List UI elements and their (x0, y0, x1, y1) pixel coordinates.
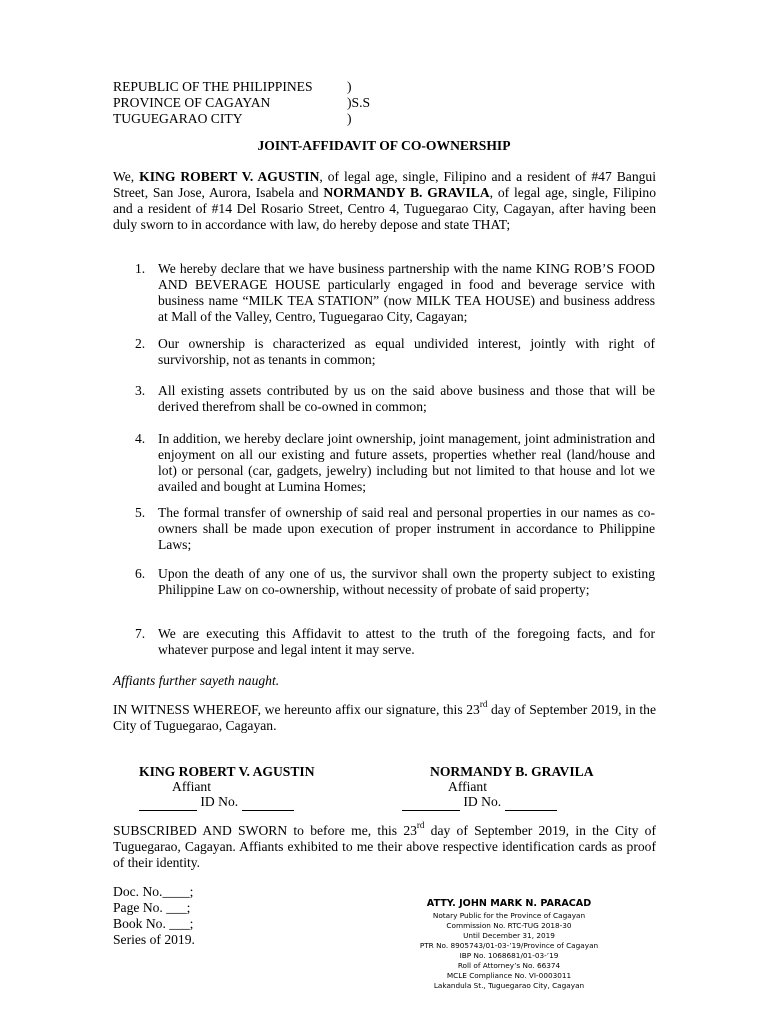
intro-text-3: , of legal age, single, Filipino and a resident of #14 Del Rosario Street, Centro 4, Tuguegarao City, Cagayan, after having been duly sworn to in accordance with law, do hereby depose and state THAT; (113, 185, 656, 232)
item-text: Upon the death of any one of us, the survivor shall own the property subject to existing Philippine Law on co-ownership, without necessity of probate of said property; (158, 566, 655, 597)
caption-republic: REPUBLIC OF THE PHILIPPINES (113, 79, 313, 94)
caption-city: TUGUEGARAO CITY (113, 111, 243, 126)
id-label: ID No. (200, 794, 239, 809)
item-number: 1. (135, 261, 146, 276)
notary-detail: IBP No. 1068681/01-03-’19 (459, 951, 559, 960)
jurat-text-1: SUBSCRIBED AND SWORN to before me, this 23 (113, 823, 417, 838)
notary-detail: PTR No. 8905743/01-03-’19/Province of Cagayan (419, 941, 599, 950)
document-title: JOINT-AFFIDAVIT OF CO-OWNERSHIP (257, 138, 511, 153)
signature-blank (402, 794, 460, 811)
intro-paragraph (113, 169, 656, 233)
page-no: Page No. ___; (113, 900, 191, 915)
affiant-name-1: KING ROBERT V. AGUSTIN (139, 169, 320, 184)
id-line (402, 794, 557, 811)
notary-name: ATTY. JOHN MARK N. PARACAD (426, 898, 592, 909)
jurat-text-2: day of September 2019, in the City of Tuguegarao, Cagayan. Affiants exhibited to me their above respective identification cards as proof of their identity. (113, 823, 657, 870)
notary-detail: Commission No. RTC-TUG 2018-30 (446, 921, 572, 930)
id-blank (242, 794, 294, 811)
jurat-paragraph (113, 820, 657, 871)
witness-text-2: day of September 2019, in the City of Tuguegarao, Cagayan. (113, 702, 656, 733)
caption-venue-ss: )S.S (347, 95, 371, 110)
item-number: 3. (135, 383, 146, 398)
witness-paragraph (113, 699, 656, 734)
sayeth-naught: Affiants further sayeth naught. (113, 673, 280, 688)
id-blank (505, 794, 557, 811)
item-text: All existing assets contributed by us on the said above business and those that will be derived therefrom shall be co-owned in common; (158, 383, 655, 414)
witness-text-1: IN WITNESS WHEREOF, we hereunto affix our signature, this 23 (113, 702, 480, 717)
item-number: 5. (135, 505, 146, 520)
notary-detail: Lakandula St., Tuguegarao City, Cagayan (433, 981, 585, 990)
notary-detail: Roll of Attorney’s No. 66374 (457, 961, 561, 970)
caption-province: PROVINCE OF CAGAYAN (113, 95, 271, 110)
item-number: 2. (135, 336, 146, 351)
item-text: We hereby declare that we have business partnership with the name KING ROB’S FOOD AND BEVERAGE HOUSE particularly engaged in food and beverage service with business name “MILK TEA STATION” (now MILK TEA HOUSE) and business address at Mall of the Valley, Centro, Tuguegarao City, Cagayan; (158, 261, 655, 324)
signatory-role: Affiant (448, 779, 488, 794)
notary-block (380, 897, 638, 991)
item-text: In addition, we hereby declare joint ownership, joint management, joint administration and enjoyment on all our existing and future assets, properties whether real (land/house and lot) or personal (car, gadgets, jewelry) including but not limited to that house and lot we availed and bought at Lumina Homes; (158, 431, 655, 494)
notary-detail: MCLE Compliance No. VI-0003011 (446, 971, 572, 980)
item-text: We are executing this Affidavit to attest to the truth of the foregoing facts, and for whatever purpose and legal intent it may serve. (158, 626, 655, 657)
docket-block (113, 884, 195, 948)
item-number: 7. (135, 626, 146, 641)
item-number: 6. (135, 566, 146, 581)
id-line (139, 794, 294, 811)
item-text: The formal transfer of ownership of said real and personal properties in our names as co-owners shall be made upon execution of proper instrument in accordance to Philippine Laws; (158, 505, 655, 552)
intro-text-1: We, (113, 169, 140, 184)
intro-text-2: , of legal age, single, Filipino and a resident of #47 Bangui Street, San Jose, Aurora, Isabela and (113, 169, 656, 200)
signatory-name: NORMANDY B. GRAVILA (430, 764, 594, 779)
signatory-role: Affiant (172, 779, 212, 794)
signature-blank (139, 794, 197, 811)
caption-paren-3: ) (347, 111, 352, 126)
doc-no: Doc. No.____; (113, 884, 194, 899)
item-text: Our ownership is characterized as equal undivided interest, jointly with right of survivorship, not as tenants in common; (158, 336, 655, 367)
caption-paren-1: ) (347, 79, 352, 94)
notary-detail: Notary Public for the Province of Cagayan (432, 911, 586, 920)
series-year: Series of 2019. (113, 932, 195, 947)
id-label: ID No. (463, 794, 502, 809)
affiant-name-2: NORMANDY B. GRAVILA (323, 185, 490, 200)
book-no: Book No. ___; (113, 916, 194, 931)
notary-detail: Until December 31, 2019 (463, 931, 555, 940)
jurat-ordinal: rd (416, 820, 425, 831)
witness-ordinal: rd (479, 699, 488, 710)
item-number: 4. (135, 431, 146, 446)
signatory-name: KING ROBERT V. AGUSTIN (139, 764, 315, 779)
